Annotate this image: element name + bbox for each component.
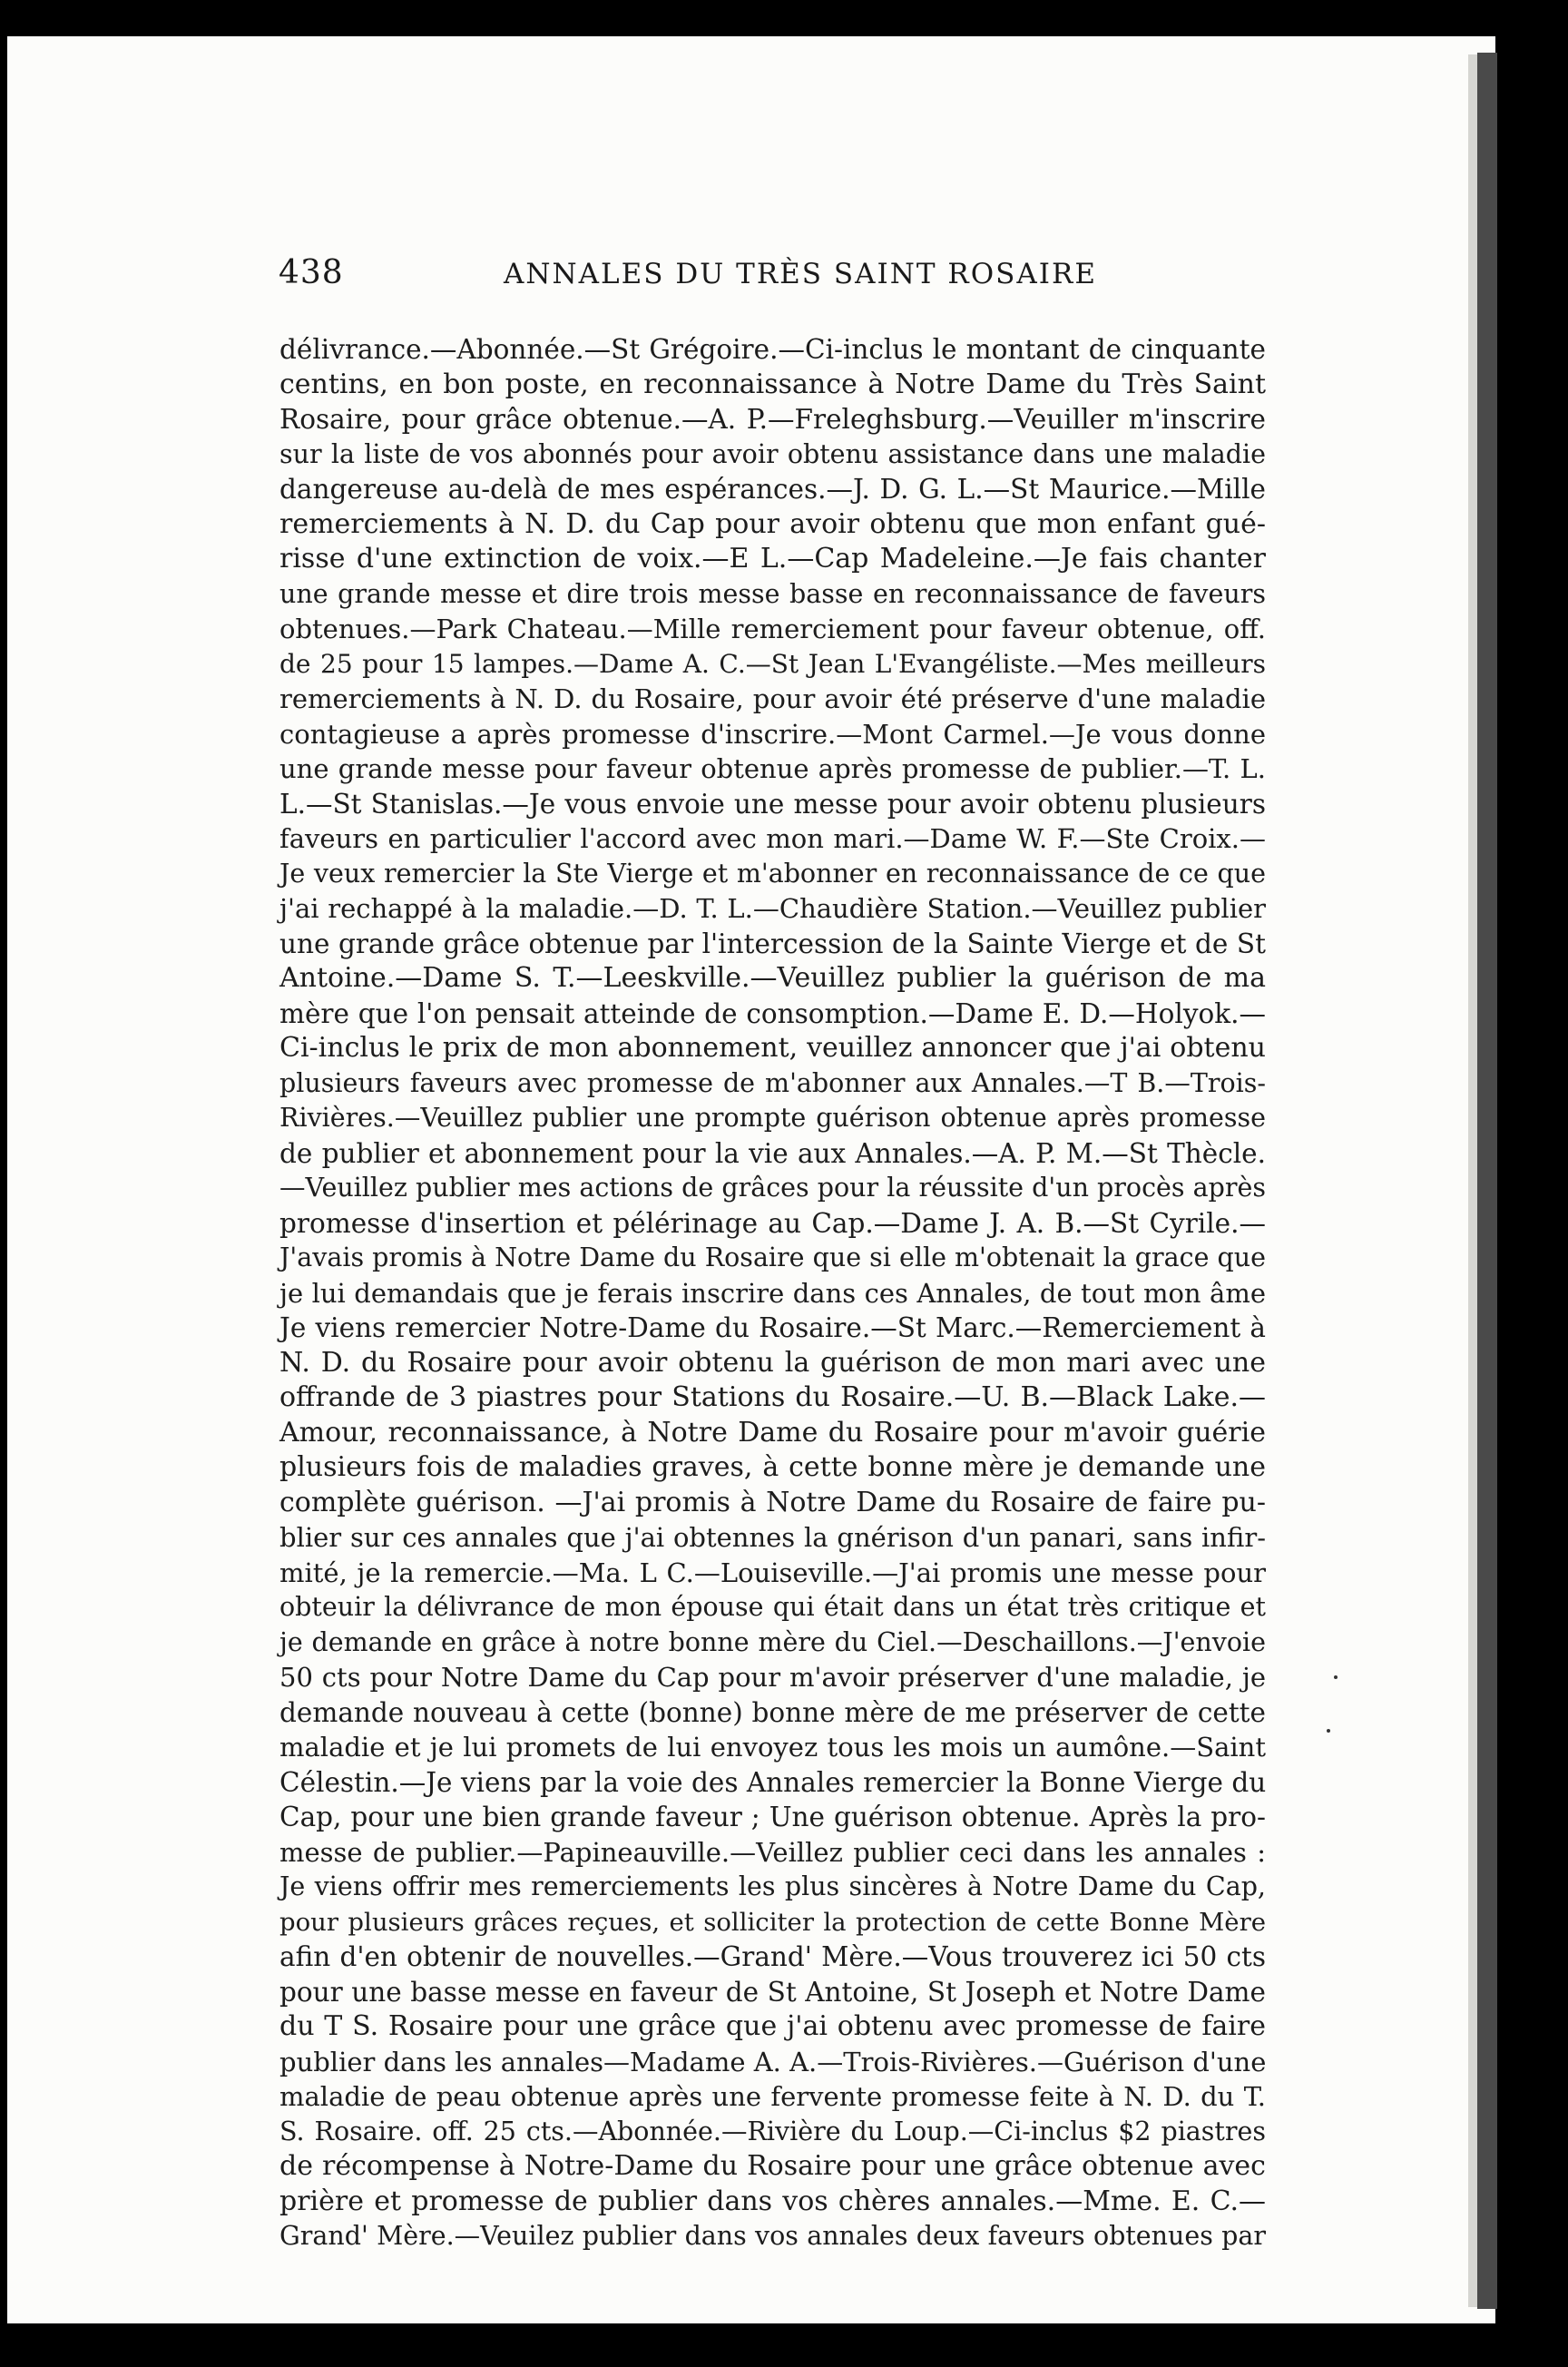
- text-line: J'avais promis à Notre Dame du Rosaire que si elle m'obtenait la grace que: [279, 1242, 1266, 1272]
- text-line: afin d'en obtenir de nouvelles.—Grand' Mère.—Vous trouverez ici 50 cts: [279, 1941, 1266, 1972]
- text-line: contagieuse a après promesse d'inscrire.—Mont Carmel.—Je vous donne: [279, 718, 1266, 750]
- text-line: du T S. Rosaire pour une grâce que j'ai obtenu avec promesse de faire: [279, 2010, 1266, 2042]
- text-line: Je viens offrir mes remerciements les plus sincères à Notre Dame du Cap,: [279, 1871, 1266, 1901]
- text-line: Antoine.—Dame S. T.—Leeskville.—Veuillez publier la guérison de ma: [279, 962, 1266, 994]
- text-line: blier sur ces annales que j'ai obtennes la gnérison d'un panari, sans infir-: [279, 1522, 1266, 1553]
- scan-speck: [1334, 1675, 1338, 1679]
- running-head: ANNALES DU TRÈS SAINT ROSAIRE: [504, 258, 1098, 290]
- text-line: maladie de peau obtenue après une fervente promesse feite à N. D. du T.: [279, 2081, 1266, 2112]
- text-line: N. D. du Rosaire pour avoir obtenu la guérison de mon mari avec une: [279, 1346, 1266, 1379]
- text-line: complète guérison. —J'ai promis à Notre Dame du Rosaire de faire pu-: [279, 1486, 1266, 1518]
- text-line: maladie et je lui promets de lui envoyez tous les mois un aumône.—Saint: [279, 1732, 1266, 1763]
- text-line: Cap, pour une bien grande faveur ; Une guérison obtenue. Après la pro-: [279, 1802, 1266, 1832]
- text-line: 50 cts pour Notre Dame du Cap pour m'avoir préserver d'une maladie, je: [279, 1662, 1266, 1693]
- text-line: dangereuse au-delà de mes espérances.—J. D. G. L.—St Maurice.—Mille: [279, 474, 1266, 505]
- text-line: une grande messe pour faveur obtenue après promesse de publier.—T. L.: [279, 753, 1266, 784]
- text-line: Amour, reconnaissance, à Notre Dame du Rosaire pour m'avoir guérie: [279, 1416, 1266, 1449]
- text-line: centins, en bon poste, en reconnaissance à Notre Dame du Très Saint: [279, 368, 1266, 400]
- text-line: obteuir la délivrance de mon épouse qui était dans un état très critique et: [279, 1592, 1266, 1622]
- text-line: pour une basse messe en faveur de St Antoine, St Joseph et Notre Dame: [279, 1976, 1266, 2008]
- text-line: une grande messe et dire trois messe basse en reconnaissance de faveurs: [279, 578, 1266, 609]
- text-line: demande nouveau à cette (bonne) bonne mère de me préserver de cette: [279, 1696, 1266, 1728]
- text-line: Rosaire, pour grâce obtenue.—A. P.—Freleghsburg.—Veuiller m'inscrire: [279, 404, 1266, 435]
- text-line: faveurs en particulier l'accord avec mon mari.—Dame W. F.—Ste Croix.—: [279, 823, 1266, 854]
- text-line: risse d'une extinction de voix.—E L.—Cap Madeleine.—Je fais chanter: [279, 543, 1266, 575]
- page-edge: [1468, 54, 1477, 2307]
- text-line: promesse d'insertion et pélérinage au Cap.—Dame J. A. B.—St Cyrile.—: [279, 1207, 1266, 1239]
- text-line: L.—St Stanislas.—Je vous envoie une messe pour avoir obtenu plusieurs: [279, 788, 1266, 820]
- book-spine-shadow: [1477, 53, 1497, 2309]
- text-line: de publier et abonnement pour la vie aux Annales.—A. P. M.—St Thècle.: [279, 1137, 1266, 1169]
- text-line: Ci-inclus le prix de mon abonnement, veuillez annoncer que j'ai obtenu: [279, 1032, 1266, 1064]
- text-line: pour plusieurs grâces reçues, et solliciter la protection de cette Bonne Mère: [279, 1907, 1266, 1937]
- text-line: Rivières.—Veuillez publier une prompte guérison obtenue après promesse: [279, 1103, 1266, 1133]
- page-number: 438: [279, 254, 344, 291]
- text-line: plusieurs fois de maladies graves, à cette bonne mère je demande une: [279, 1451, 1266, 1483]
- text-line: prière et promesse de publier dans vos chères annales.—Mme. E. C.—: [279, 2185, 1266, 2217]
- text-line: de récompense à Notre-Dame du Rosaire pour une grâce obtenue avec: [279, 2150, 1266, 2182]
- text-line: Je veux remercier la Ste Vierge et m'abonner en reconnaissance de ce que: [279, 858, 1266, 889]
- text-line: Célestin.—Je viens par la voie des Annales remercier la Bonne Vierge du: [279, 1766, 1267, 1798]
- text-line: sur la liste de vos abonnés pour avoir obtenu assistance dans une maladie: [279, 438, 1266, 469]
- text-line: S. Rosaire. off. 25 cts.—Abonnée.—Rivière du Loup.—Ci-inclus $2 piastres: [279, 2116, 1266, 2146]
- text-line: de 25 pour 15 lampes.—Dame A. C.—St Jean L'Evangéliste.—Mes meilleurs: [279, 648, 1266, 679]
- text-line: je lui demandais que je ferais inscrire dans ces Annales, de tout mon âme: [279, 1277, 1266, 1309]
- text-line: remerciements à N. D. du Rosaire, pour avoir été préserve d'une maladie: [279, 683, 1266, 714]
- text-line: mité, je la remercie.—Ma. L C.—Louiseville.—J'ai promis une messe pour: [279, 1557, 1266, 1588]
- text-line: remerciements à N. D. du Cap pour avoir obtenu que mon enfant gué-: [279, 507, 1266, 540]
- text-line: Grand' Mère.—Veuilez publier dans vos annales deux faveurs obtenues par: [279, 2221, 1266, 2251]
- text-line: Je viens remercier Notre-Dame du Rosaire.—St Marc.—Remerciement à: [279, 1312, 1266, 1343]
- text-line: je demande en grâce à notre bonne mère du Ciel.—Deschaillons.—J'envoie: [279, 1626, 1266, 1657]
- text-line: mère que l'on pensait atteinde de consomption.—Dame E. D.—Holyok.—: [279, 997, 1266, 1029]
- text-line: obtenues.—Park Chateau.—Mille remerciement pour faveur obtenue, off.: [279, 614, 1266, 644]
- text-line: messe de publier.—Papineauville.—Veillez publier ceci dans les annales :: [279, 1836, 1266, 1868]
- body-text: [279, 332, 1266, 2254]
- text-line: j'ai rechappé à la maladie.—D. T. L.—Chaudière Station.—Veuillez publier: [279, 893, 1266, 924]
- text-line: délivrance.—Abonnée.—St Grégoire.—Ci-inclus le montant de cinquante: [279, 334, 1266, 365]
- text-line: plusieurs faveurs avec promesse de m'abonner aux Annales.—T B.—Trois-: [279, 1067, 1266, 1098]
- text-line: offrande de 3 piastres pour Stations du Rosaire.—U. B.—Black Lake.—: [279, 1381, 1266, 1413]
- text-line: —Veuillez publier mes actions de grâces pour la réussite d'un procès après: [279, 1173, 1266, 1203]
- text-line: une grande grâce obtenue par l'intercession de la Sainte Vierge et de St: [279, 928, 1266, 959]
- text-line: publier dans les annales—Madame A. A.—Trois-Rivières.—Guérison d'une: [279, 2046, 1267, 2077]
- scan-speck: [1327, 1729, 1330, 1733]
